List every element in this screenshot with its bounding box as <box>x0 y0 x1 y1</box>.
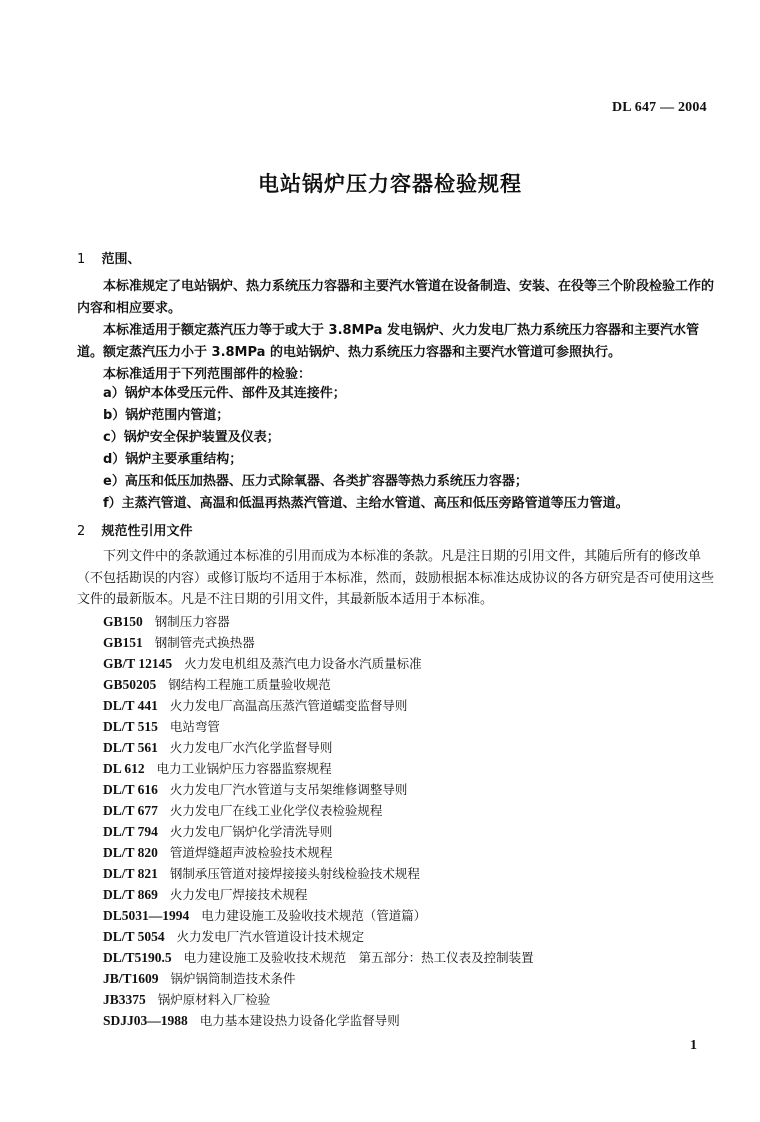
reference-title: 火力发电厂水汽化学监督导则 <box>169 740 333 755</box>
reference-code: DL/T 820 <box>103 845 158 860</box>
reference-item <box>103 802 382 821</box>
reference-code: GB151 <box>103 635 143 650</box>
scope-list-item: d）锅炉主要承重结构； <box>103 452 243 467</box>
page-title: 电站锅炉压力容器检验规程 <box>258 172 522 196</box>
reference-item <box>103 844 332 863</box>
reference-title: 锅炉原材料入厂检验 <box>157 992 271 1007</box>
reference-item <box>103 781 407 800</box>
reference-title: 火力发电厂焊接技术规程 <box>169 887 308 902</box>
reference-title: 管道焊缝超声波检验技术规程 <box>169 845 333 860</box>
reference-item <box>103 655 422 674</box>
section-2-paragraph: 下列文件中的条款通过本标准的引用而成为本标准的条款。凡是注日期的引用文件，其随后所有的修改单（不包括勘误的内容）或修订版均不适用于本标准，然而，鼓励根据本标准达成协议的各方研究是否可使用这些文件的最新版本。凡是不注日期的引用文件，其最新版本适用于本标准。 <box>77 549 715 607</box>
reference-item <box>103 886 307 905</box>
section-1-paragraph-3: 本标准适用于下列范围部件的检验： <box>103 367 312 382</box>
section-number: 1 <box>77 252 86 267</box>
reference-code: JB3375 <box>103 992 146 1007</box>
reference-title: 钢制管壳式换热器 <box>154 635 255 650</box>
reference-item <box>103 907 426 926</box>
reference-item <box>103 865 420 884</box>
reference-title: 电力基本建设热力设备化学监督导则 <box>199 1013 400 1028</box>
reference-code: JB/T1609 <box>103 971 159 986</box>
reference-title: 火力发电厂高温高压蒸汽管道蠕变监督导则 <box>169 698 408 713</box>
reference-item <box>103 613 230 632</box>
reference-code: DL/T 616 <box>103 782 158 797</box>
section-number: 2 <box>77 524 86 539</box>
reference-title: 钢制承压管道对接焊接接头射线检验技术规程 <box>169 866 420 881</box>
scope-list-item: f）主蒸汽管道、高温和低温再热蒸汽管道、主给水管道、高压和低压旁路管道等压力管道。 <box>103 496 629 511</box>
reference-title: 锅炉锅筒制造技术条件 <box>170 971 296 986</box>
reference-title: 电力工业锅炉压力容器监察规程 <box>156 761 332 776</box>
section-1-paragraph-2: 本标准适用于额定蒸汽压力等于或大于 3.8MPa 发电锅炉、火力发电厂热力系统压力容器和主要汽水管道。额定蒸汽压力小于 3.8MPa 的电站锅炉、热力系统压力容器和主要汽水管道可参照执行。 <box>77 323 699 360</box>
reference-item <box>103 760 332 779</box>
reference-item <box>103 949 534 968</box>
reference-code: GB/T 12145 <box>103 656 173 671</box>
reference-title: 电力建设施工及验收技术规范（管道篇） <box>201 908 427 923</box>
reference-item <box>103 823 332 842</box>
reference-code: DL/T 561 <box>103 740 158 755</box>
document-code: DL 647 — 2004 <box>612 100 707 115</box>
reference-title: 电力建设施工及验收技术规范 第五部分：热工仪表及控制装置 <box>183 950 534 965</box>
reference-item <box>103 634 255 653</box>
scope-list-item: b）锅炉范围内管道； <box>103 408 230 423</box>
reference-code: GB150 <box>103 614 143 629</box>
reference-title: 火力发电厂汽水管道设计技术规定 <box>176 929 365 944</box>
reference-code: SDJJ03—1988 <box>103 1013 188 1028</box>
reference-item <box>103 697 407 716</box>
reference-item <box>103 970 296 989</box>
reference-code: GB50205 <box>103 677 157 692</box>
reference-title: 电站弯管 <box>169 719 220 734</box>
reference-code: DL/T 5054 <box>103 929 165 944</box>
reference-code: DL/T5190.5 <box>103 950 172 965</box>
reference-code: DL/T 821 <box>103 866 158 881</box>
scope-list-item: e）高压和低压加热器、压力式除氧器、各类扩容器等热力系统压力容器； <box>103 474 528 489</box>
page-number: 1 <box>690 1038 697 1053</box>
section-title: 范围、 <box>101 252 141 267</box>
section-2-heading <box>77 520 193 539</box>
reference-item <box>103 676 331 695</box>
reference-code: DL/T 515 <box>103 719 158 734</box>
reference-code: DL/T 677 <box>103 803 158 818</box>
reference-item <box>103 928 364 947</box>
reference-code: DL/T 441 <box>103 698 158 713</box>
reference-item <box>103 1012 400 1031</box>
reference-title: 钢结构工程施工质量验收规范 <box>168 677 331 692</box>
reference-code: DL/T 869 <box>103 887 158 902</box>
section-title: 规范性引用文件 <box>101 524 193 539</box>
scope-list-item: a）锅炉本体受压元件、部件及其连接件； <box>103 386 346 401</box>
reference-item <box>103 991 270 1010</box>
reference-code: DL 612 <box>103 761 145 776</box>
reference-item <box>103 718 220 737</box>
reference-title: 火力发电厂在线工业化学仪表检验规程 <box>169 803 383 818</box>
section-1-paragraph-1: 本标准规定了电站锅炉、热力系统压力容器和主要汽水管道在设备制造、安装、在役等三个阶段检验工作的内容和相应要求。 <box>77 279 715 316</box>
reference-title: 火力发电厂汽水管道与支吊架维修调整导则 <box>169 782 408 797</box>
reference-code: DL/T 794 <box>103 824 158 839</box>
reference-title: 火力发电厂锅炉化学清洗导则 <box>169 824 333 839</box>
reference-title: 钢制压力容器 <box>154 614 230 629</box>
reference-title: 火力发电机组及蒸汽电力设备水汽质量标准 <box>184 656 422 671</box>
scope-list-item: c）锅炉安全保护装置及仪表； <box>103 430 280 445</box>
reference-code: DL5031—1994 <box>103 908 190 923</box>
reference-item <box>103 739 332 758</box>
section-1-heading <box>77 248 141 267</box>
